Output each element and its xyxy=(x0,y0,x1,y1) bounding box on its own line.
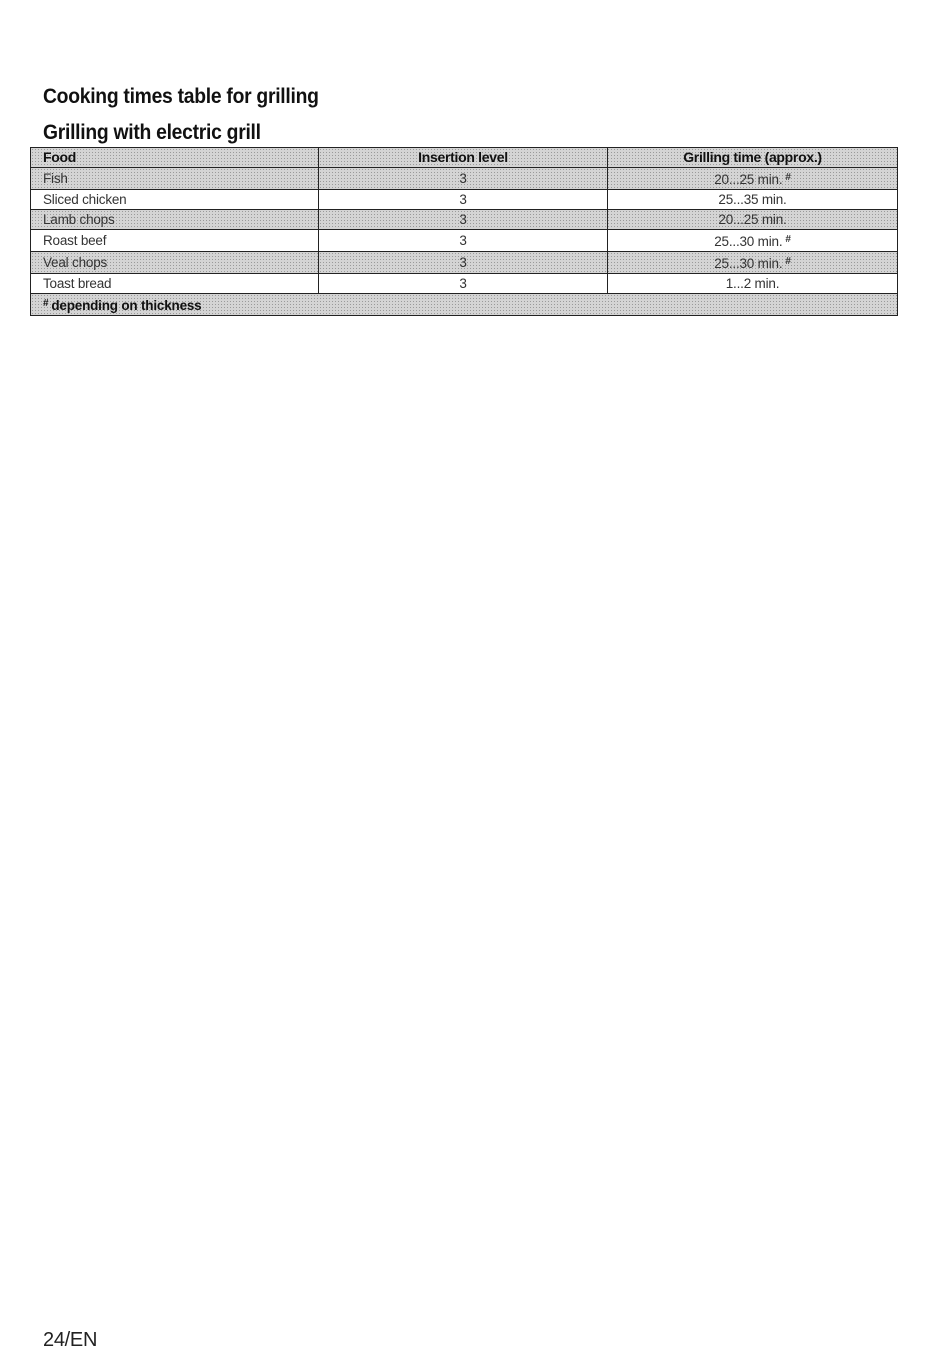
footnote-mark: # xyxy=(43,298,49,309)
insertion-level-cell: 3 xyxy=(319,274,608,294)
table-row xyxy=(31,274,898,294)
food-cell: Lamb chops xyxy=(31,210,319,230)
grilling-time-value: 20...25 min. xyxy=(714,172,783,187)
insertion-level-cell: 3 xyxy=(319,190,608,210)
table-row xyxy=(31,210,898,230)
header-grilling-time: Grilling time (approx.) xyxy=(608,148,898,168)
grilling-time-cell xyxy=(608,230,898,252)
grilling-time-value: 25...30 min. xyxy=(714,234,783,249)
table-row xyxy=(31,252,898,274)
insertion-level-cell: 3 xyxy=(319,230,608,252)
grilling-time-value: 20...25 min. xyxy=(718,212,787,227)
food-cell: Fish xyxy=(31,168,319,190)
grilling-time-cell xyxy=(608,190,898,210)
table-row xyxy=(31,230,898,252)
table-footnote-row xyxy=(31,294,898,316)
grilling-time-cell xyxy=(608,252,898,274)
grilling-time-cell xyxy=(608,210,898,230)
thickness-footnote-mark: # xyxy=(785,172,791,183)
grilling-time-value: 1...2 min. xyxy=(725,276,780,291)
food-cell: Sliced chicken xyxy=(31,190,319,210)
insertion-level-cell: 3 xyxy=(319,210,608,230)
page-title: Cooking times table for grilling xyxy=(43,85,319,108)
page-number: 24/EN xyxy=(43,1329,98,1351)
insertion-level-cell: 3 xyxy=(319,168,608,190)
grilling-time-value: 25...30 min. xyxy=(714,256,783,271)
footnote-text: depending on thickness xyxy=(51,298,202,313)
insertion-level-cell: 3 xyxy=(319,252,608,274)
grilling-time-cell xyxy=(608,274,898,294)
table-row xyxy=(31,190,898,210)
thickness-footnote-mark: # xyxy=(785,234,791,245)
food-cell: Roast beef xyxy=(31,230,319,252)
footnote xyxy=(31,294,898,316)
section-title: Grilling with electric grill xyxy=(43,121,261,144)
header-food: Food xyxy=(31,148,319,168)
grilling-time-value: 25...35 min. xyxy=(718,192,787,207)
food-cell: Veal chops xyxy=(31,252,319,274)
header-insertion-level: Insertion level xyxy=(319,148,608,168)
thickness-footnote-mark: # xyxy=(785,256,791,267)
grilling-time-cell xyxy=(608,168,898,190)
table-row xyxy=(31,168,898,190)
food-cell: Toast bread xyxy=(31,274,319,294)
grilling-times-table xyxy=(30,147,898,316)
table-header-row xyxy=(31,148,898,168)
